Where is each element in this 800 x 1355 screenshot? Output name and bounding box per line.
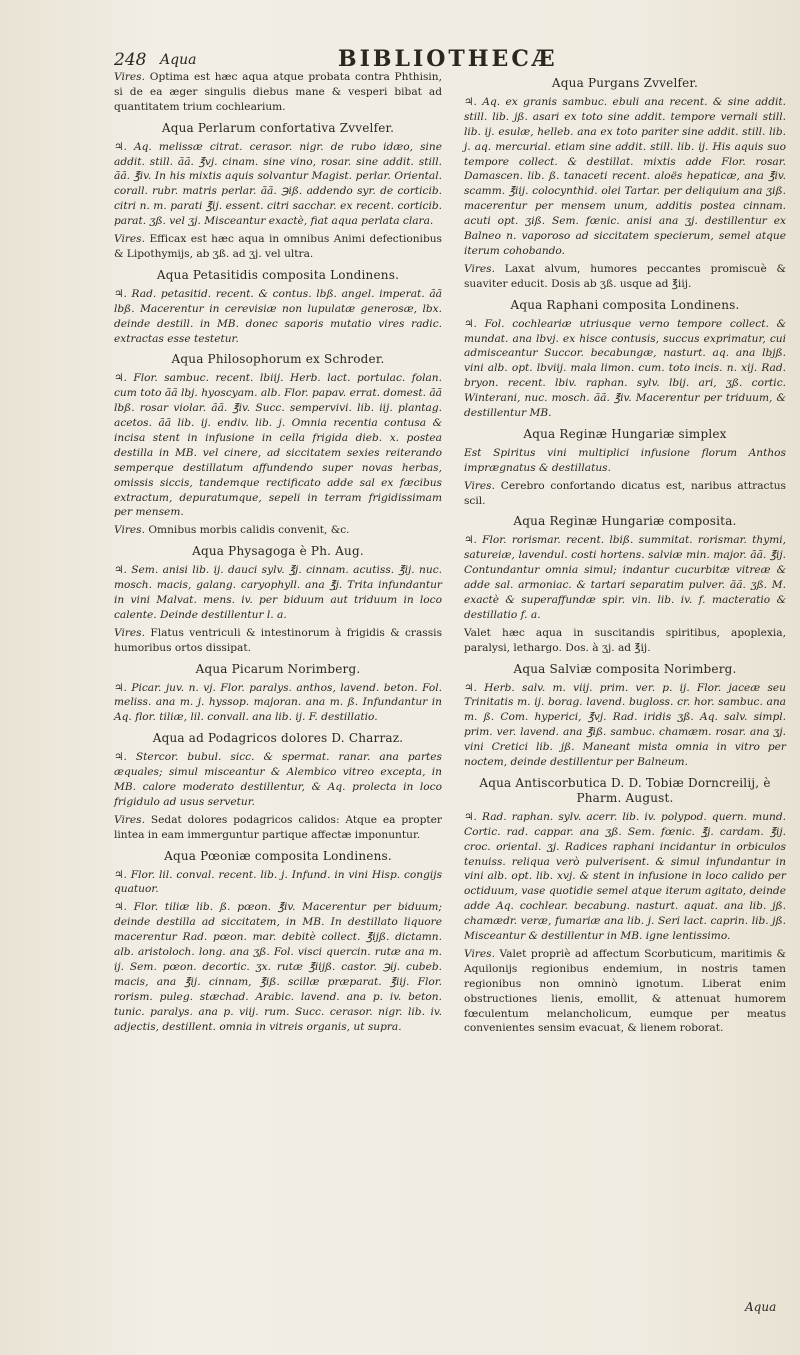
vires-text: Laxat alvum, humores peccantes promiscuè & suaviter educit. Dosis ab ʒß. usque ad ℥iij. <box>464 262 786 290</box>
recipe-paragraph: ♃. Sem. anisi lib. ij. dauci sylv. ℥j. cinnam. acutiss. ℥ij. nuc. mosch. macis, galang. caryophyll. ana ℥j. Trita infundantur in vini Malvat. mens. iv. per biduum aut triduum in loco calente. Deinde destillentur l. a. <box>114 564 442 621</box>
running-word: Aqua <box>160 52 197 68</box>
vires-text: Valet propriè ad affectum Scorbuticum, maritimis & Aquilonijs regionibus endemium, in nostris tamen regionibus non omninò ignotum. Liberat enim obstructiones lienis, emollit, & attenuat humorem fœculentum melancholicum, eumque per meatus convenientes sensim evacuat, & lienem roborat. <box>464 947 786 1035</box>
recipe-paragraph: ♃. Fol. cochleariæ utriusque verno tempore collect. & mundat. ana lbvj. ex hisce contusis, succus exprimatur, cui admisceantur Succor. becabungæ, nasturt. aq. ana lbjß. vini alb. opt. lbviij. mala limon. cum. toto incis. n. xij. Rad. bryon. recent. lbiv. raphan. sylv. lbij. ari, ʒß. cortic. Winterani, nuc. mosch. ãã. ℥iv. Macerentur per triduum, & destillentur MB. <box>464 317 786 420</box>
recipe-paragraph: ♃. Herb. salv. m. viij. prim. ver. p. ij. Flor. jaceæ seu Trinitatis m. ij. borag. lavend. bugloss. cr. hor. sambuc. ana m. ß. Com. hyperici, ℥vj. Rad. iridis ʒß. Aq. salv. simpl. prim. ver. lavend. ana ℥iß. sambuc. chamæm. rosar. ana ʒj. vini Cretici lib. jß. Maneant mista omnia in vitro per noctem, deinde destillentur per Balneum. <box>464 681 786 769</box>
section-heading: Aqua Philosophorum ex Schroder. <box>171 352 385 367</box>
recipe-paragraph: ♃. Picar. juv. n. vj. Flor. paralys. anthos, lavend. beton. Fol. meliss. ana m. j. hyssop. majoran. ana m. ß. Infundantur in Aq. flor. tiliæ, lil. convall. ana lib. ij. F. destillatio. <box>114 681 442 724</box>
section-heading: Aqua Reginæ Hungariæ simplex <box>523 426 727 441</box>
section-heading: Aqua Physagoga è Ph. Aug. <box>192 544 364 559</box>
recipe-paragraph: ♃. Rad. raphan. sylv. acerr. lib. iv. polypod. quern. mund. Cortic. rad. cappar. ana ʒß. Sem. fœnic. ℥j. cardam. ℥ij. croc. oriental. ʒj. Radices raphani incidantur in orbiculos tenuiss. reliqua verò pulverisent. & simul infundantur in vini alb. opt. lib. xvj. & stent in infusione in loco calido per octiduum, vase quotidie semel atque iterum agitato, deinde adde Aq. cochlear. becabung. nasturt. aquat. ana lib. jß. chamædr. veræ, fumariæ ana lib. j. Seri lact. caprin. lib. jß. Misceantur & destillentur in MB. igne lentissimo. <box>464 810 786 943</box>
vires-paragraph <box>114 813 442 843</box>
page-number: 248 <box>114 50 147 70</box>
vires-text: Efficax est hæc aqua in omnibus Animi defectionibus & Lipothymijs, ab ʒß. ad ʒj. vel ultra. <box>114 233 442 260</box>
vires-label: Vires. <box>114 813 145 826</box>
recipe-paragraph: ♃. Aq. ex granis sambuc. ebuli ana recent. & sine addit. still. lib. jß. asari ex toto sine addit. tempore vernali still. lib. ij. esulæ, helleb. ana ex toto pariter sine addit. still. lib. j. aq. mercurial. etiam sine addit. still. lib. ij. His aquis suo tempore collect. & destillat. mixtis adde Flor. rosar. Damascen. lib. ß. tanaceti recent. aloës hepaticæ, ana ℥iv. scamm. ℥iij. colocynthid. olei Tartar. per deliquium ana ʒiß. macerentur per mensem unum, additis postea cinnam. acuti opt. ʒiß. Sem. fœnic. anisi ana ʒj. destillentur ex Balneo n. vaporoso ad siccitatem specierum, semel atque iterum cohobando. <box>464 95 786 257</box>
running-title: BIBLIOTHECÆ <box>338 46 558 72</box>
vires-paragraph <box>114 626 442 656</box>
section-heading: Aqua Raphani composita Londinens. <box>510 297 740 312</box>
recipe-paragraph: ♃. Flor. sambuc. recent. lbiij. Herb. lact. portulac. folan. cum toto ãã lbj. hyoscyam. alb. Flor. papav. errat. domest. ãã lbß. rosar violar. ãã. ℥iv. Succ. sempervivi. lib. iij. plantag. acetos. ãã lib. ij. endiv. lib. j. Omnia recentia contusa & incisa stent in infusione in cella frigida dieb. x. postea destilla in MB. vel cinere, ad siccitatem sexies reiterando semperque destillatum affundendo super novas herbas, omissis siccis, tandemque rectificato adde sal ex fæcibus extractum, depuratumque, sepeli in terram frigidissimam per mensem. <box>114 372 442 519</box>
vires-paragraph <box>464 947 786 1036</box>
right-column <box>464 70 786 1039</box>
vires-label: Vires. <box>464 947 495 960</box>
vires-label: Vires. <box>464 479 495 492</box>
vires-paragraph <box>464 262 786 292</box>
vires-text: Optima est hæc aqua atque probata contra Phthisin, si de ea æger singulis diebus mane & vesperi bibat ad quantitatem trium cochlearium. <box>114 71 442 113</box>
vires-label: Vires. <box>114 71 145 83</box>
recipe-paragraph: ♃. Flor. lil. conval. recent. lib. j. Infund. in vini Hisp. congijs quatuor. <box>114 868 442 896</box>
section-heading: Aqua Petasitidis composita Londinens. <box>156 267 400 282</box>
vires-label: Vires. <box>114 626 145 639</box>
section-heading: Aqua Antiscorbutica D. D. Tobiæ Dorncreilij, è Pharm. August. <box>479 775 771 805</box>
recipe-paragraph: ♃. Aq. melissæ citrat. cerasor. nigr. de rubo idæo, sine addit. still. ãã. ℥vj. cinam. sine vino, rosar. sine addit. still. ãã. ℥iv. In his mixtis aquis solvantur Magist. perlar. Oriental. corall. rubr. matris perlar. ãã. ℈iß. addendo syr. de corticib. citri n. m. parati ℥ij. essent. citri sacchar. ex recent. corticib. parat. ʒß. vel ʒj. Misceantur exactè, fiat aqua perlata clara. <box>114 140 442 228</box>
recipe-paragraph: ♃. Rad. petasitid. recent. & contus. lbß. angel. imperat. ãã lbß. Macerentur in cerevisiæ non lupulatæ generosæ, lbx. deinde destill. in MB. donec saporis mutatio vires radic. extractas esse testetur. <box>114 287 442 345</box>
recipe-paragraph: ♃. Flor. rorismar. recent. lbiß. summitat. rorismar. thymi, satureiæ, lavendul. costi hortens. salviæ min. major. ãã. ℥ij. Contundantur omnia simul; indantur cucurbitæ vitreæ & adde sal. armoniac. & tartari separatim pulver. ãã. ʒß. M. exactè & superaffundæ spir. vin. lib. iv. f. macteratio & destillatio f. a. <box>464 534 786 621</box>
section-heading: Aqua Pœoniæ composita Londinens. <box>164 848 392 863</box>
section-heading: Aqua Perlarum confortativa Zvvelfer. <box>161 120 395 135</box>
recipe-paragraph: ♃. Stercor. bubul. sicc. & spermat. ranar. ana partes æquales; simul misceantur & Alembico vitreo excepta, in MB. calore moderato destillentur, & Aq. prolecta in loco frigidulo ad usus servetur. <box>114 751 442 808</box>
vires-paragraph <box>464 479 786 509</box>
section-heading: Aqua Picarum Norimberg. <box>195 661 361 676</box>
vires-label: Vires. <box>114 233 145 246</box>
vires-paragraph <box>114 232 442 262</box>
catchword: Aqua <box>745 1300 777 1314</box>
vires-label: Vires. <box>114 524 145 537</box>
vires-paragraph <box>114 523 442 538</box>
recipe-paragraph: ♃. Flor. tiliæ lib. ß. pœon. ℥iv. Macerentur per biduum; deinde destilla ad siccitatem, in MB. In destillato liquore macerentur Rad. pœon. mar. debitè collect. ℥ijß. dictamn. alb. aristoloch. long. ana ʒß. Fol. visci quercin. rutæ ana m. ij. Sem. pœon. decortic. ʒx. rutæ ℥iijß. castor. ℈ij. cubeb. macis, ana ℥ij. cinnam, ℥iß. scillæ præparat. ℥iij. Flor. rorism. puleg. stæchad. Arabic. lavend. ana p. iv. beton. tunic. paralys. ana p. viij. rum. Succ. cerasor. nigr. lib. iv. adjectis, destillent. omnia in vitreis organis, ut supra. <box>114 901 442 1033</box>
vires-text: Sedat dolores podagricos calidos: Atque ea propter lintea in eam immerguntur partique affectæ imponuntur. <box>114 813 442 841</box>
section-heading: Aqua Purgans Zvvelfer. <box>551 76 699 90</box>
vires-text: Omnibus morbis calidis convenit, &c. <box>148 524 350 537</box>
vires-text: Flatus ventriculi & intestinorum à frigidis & crassis humoribus ortos dissipat. <box>114 626 442 654</box>
section-heading: Aqua Salviæ composita Norimberg. <box>513 661 737 676</box>
vires-text: Cerebro confortando dicatus est, naribus attractus scil. <box>464 479 786 507</box>
vires-label: Vires. <box>464 262 495 275</box>
text-paragraph: Valet hæc aqua in suscitandis spiritibus, apoplexia, paralysi, lethargo. Dos. à ʒj. ad ℥ij. <box>464 626 786 654</box>
left-column <box>114 70 442 1037</box>
section-heading: Aqua Reginæ Hungariæ composita. <box>513 514 737 529</box>
vires-paragraph <box>114 70 442 115</box>
recipe-paragraph: Est Spiritus vini multiplici infusione florum Anthos imprægnatus & destillatus. <box>464 446 786 474</box>
section-heading: Aqua ad Podagricos dolores D. Charraz. <box>152 731 404 746</box>
